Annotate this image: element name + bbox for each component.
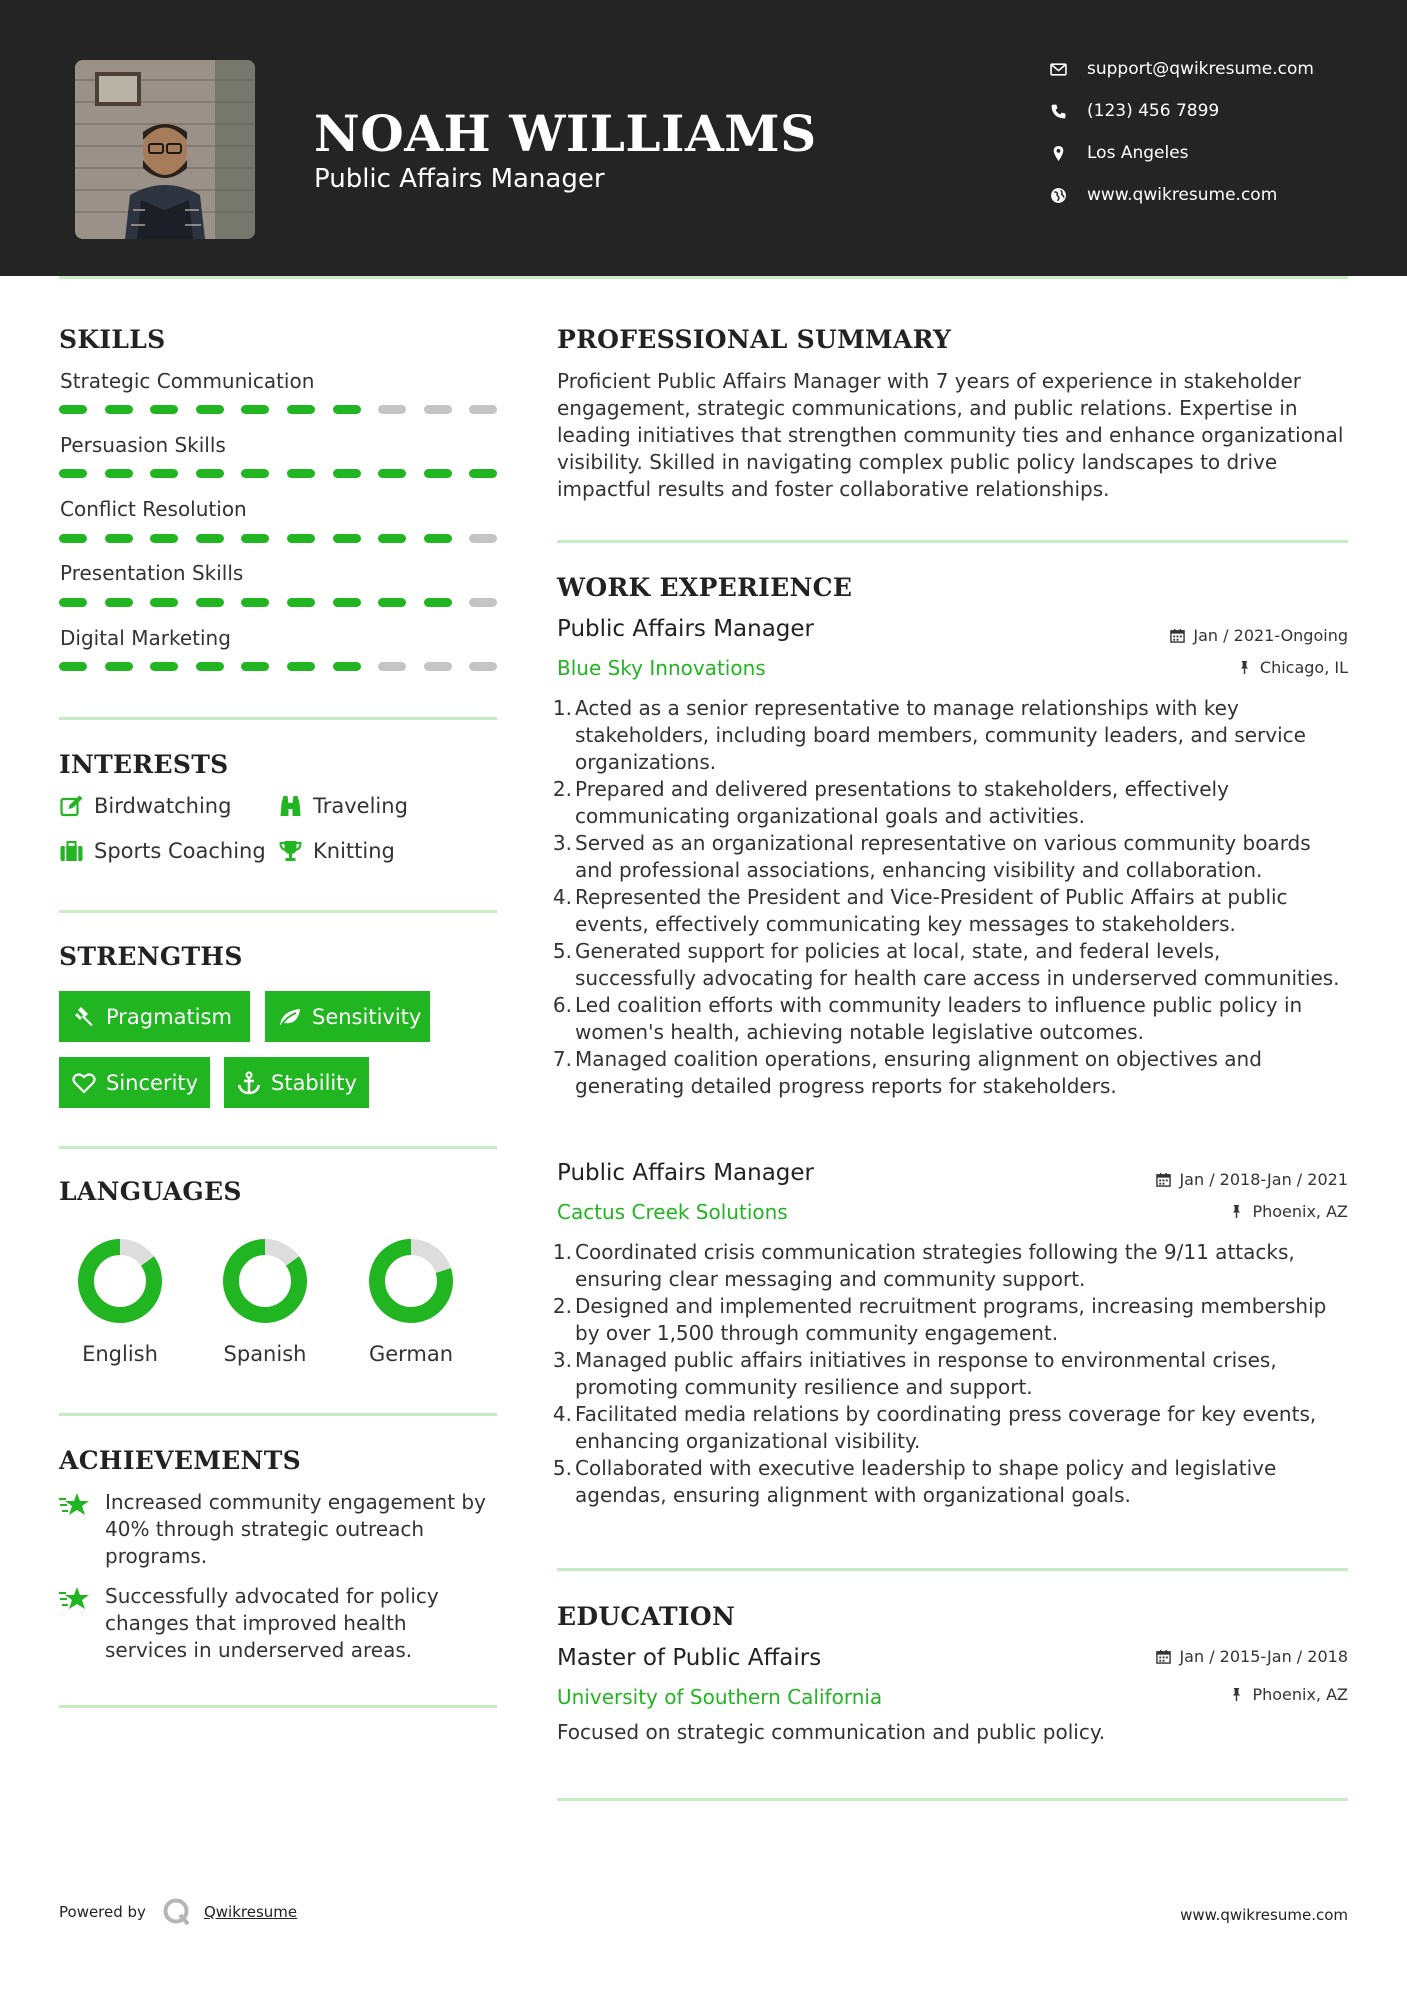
interest-label: Knitting [313, 839, 395, 863]
skill-dash-empty [424, 662, 452, 671]
candidate-title: Public Affairs Manager [314, 164, 605, 194]
map-pin-icon [1050, 145, 1067, 162]
skill-dash-filled [378, 534, 406, 543]
skill-dash-filled [59, 534, 87, 543]
interest-item [59, 839, 266, 863]
profile-photo [75, 60, 255, 239]
interest-label: Birdwatching [94, 794, 232, 818]
contact-website[interactable] [1050, 185, 1390, 205]
responsibility-item: 2. Prepared and delivered presentations to stakeholders, effectively communicating organizational goals and activities. [552, 777, 1229, 828]
skill-dash-filled [333, 534, 361, 543]
skill-dash-filled [59, 469, 87, 478]
job-responsibilities [552, 1239, 1347, 1509]
strength-badge [59, 991, 250, 1042]
summary-heading: PROFESSIONAL SUMMARY [557, 325, 952, 354]
qwikresume-link[interactable]: Qwikresume [203, 1903, 298, 1921]
interest-item [278, 794, 408, 818]
language-label: German [368, 1342, 454, 1366]
binoculars-icon [278, 794, 303, 818]
heart-icon [72, 1071, 96, 1095]
interest-item [278, 839, 395, 863]
interests-heading: INTERESTS [59, 750, 229, 779]
responsibility-item: 1. Acted as a senior representative to manage relationships with key stakeholders, including board members, community leaders, and service organizations. [552, 696, 1306, 774]
skills-heading: SKILLS [59, 325, 166, 354]
languages-heading: LANGUAGES [59, 1177, 242, 1206]
responsibility-item: 3. Managed public affairs initiatives in response to environmental crises, promoting community resilience and support. [552, 1348, 1277, 1399]
job-location-text: Chicago, IL [1259, 658, 1348, 677]
skill-dash-filled [241, 469, 269, 478]
skill-name: Persuasion Skills [60, 433, 226, 457]
section-divider [59, 1413, 497, 1416]
resume-header [0, 0, 1407, 276]
job-location-text: Phoenix, AZ [1252, 1202, 1348, 1221]
language-proficiency-ring [351, 1221, 471, 1341]
skill-dash-filled [287, 662, 315, 671]
skill-dash-empty [378, 662, 406, 671]
school-name: University of Southern California [557, 1685, 883, 1709]
skill-dash-filled [333, 598, 361, 607]
section-divider [557, 1568, 1348, 1571]
strength-label: Pragmatism [106, 1004, 232, 1029]
language-label: English [82, 1342, 158, 1366]
pushpin-icon [1229, 1687, 1244, 1702]
skill-dash-empty [469, 598, 497, 607]
skill-dash-filled [150, 405, 178, 414]
section-divider [59, 1146, 497, 1149]
skill-dash-filled [333, 405, 361, 414]
responsibility-item: 4. Facilitated media relations by coordinating press coverage for key events, enhancing organizational visibility. [552, 1402, 1317, 1453]
job-dates [1170, 626, 1348, 645]
achievement-item [59, 1583, 489, 1664]
job-title: Public Affairs Manager [557, 1160, 815, 1186]
candidate-name: NOAH WILLIAMS [314, 104, 817, 163]
calendar-icon [1156, 1649, 1171, 1664]
responsibility-item: 6. Led coalition efforts with community leaders to influence public policy in women's health, achieving notable legislative outcomes. [552, 993, 1303, 1044]
section-divider [59, 1705, 497, 1708]
responsibility-item: 5. Generated support for policies at local, state, and federal levels, successfully advocating for health care access in underserved communities. [552, 939, 1340, 990]
job-title: Public Affairs Manager [557, 616, 815, 642]
contact-location [1050, 143, 1390, 163]
job-location [1229, 1202, 1348, 1221]
responsibility-item: 3. Served as an organizational representative on various community boards and professional associations, enhancing visibility and collaboration. [552, 831, 1311, 882]
company-name: Cactus Creek Solutions [557, 1200, 788, 1224]
responsibility-item: 4. Represented the President and Vice-President of Public Affairs at public events, effectively communicating key messages to stakeholders. [552, 885, 1288, 936]
briefcase-icon [59, 839, 84, 863]
strengths-heading: STRENGTHS [59, 942, 243, 971]
skill-dash-filled [241, 405, 269, 414]
skill-dash-empty [469, 534, 497, 543]
anchor-icon [237, 1071, 261, 1095]
skill-dash-empty [469, 405, 497, 414]
education-location-text: Phoenix, AZ [1252, 1685, 1348, 1704]
skill-dash-filled [105, 662, 133, 671]
job-location [1237, 658, 1348, 677]
star-burst-icon [59, 1585, 91, 1613]
contact-phone[interactable] [1050, 101, 1390, 121]
calendar-icon [1156, 1172, 1171, 1187]
skill-dash-filled [333, 662, 361, 671]
skill-dash-filled [105, 598, 133, 607]
section-divider [557, 540, 1348, 543]
responsibility-item: 1. Coordinated crisis communication strategies following the 9/11 attacks, ensuring clear messaging and community support. [552, 1240, 1295, 1291]
star-burst-icon [59, 1491, 91, 1519]
company-name: Blue Sky Innovations [557, 656, 766, 680]
experience-heading: WORK EXPERIENCE [557, 573, 853, 602]
skill-dash-filled [105, 405, 133, 414]
skill-dash-filled [287, 405, 315, 414]
strength-badge [59, 1057, 210, 1108]
interest-item [59, 794, 231, 818]
language-label: Spanish [223, 1342, 307, 1366]
education-dates-text: Jan / 2015-Jan / 2018 [1179, 1647, 1348, 1666]
strength-label: Sincerity [106, 1070, 199, 1095]
section-divider [557, 1798, 1348, 1801]
responsibility-item: 5. Collaborated with executive leadership to shape policy and legislative agendas, ensuring alignment with organizational goals. [552, 1456, 1277, 1507]
skill-dash-filled [241, 598, 269, 607]
skill-dash-filled [378, 598, 406, 607]
skill-dash-filled [287, 469, 315, 478]
skill-name: Presentation Skills [60, 561, 244, 585]
skill-dash-filled [196, 469, 224, 478]
job-dates-text: Jan / 2018-Jan / 2021 [1179, 1170, 1348, 1189]
skill-dash-filled [105, 469, 133, 478]
skill-dash-filled [196, 534, 224, 543]
responsibility-item: 7. Managed coalition operations, ensuring alignment on objectives and generating detailed progress reports for stakeholders. [552, 1047, 1262, 1098]
job-dates [1156, 1170, 1348, 1189]
qwikresume-logo-icon [162, 1897, 192, 1927]
contact-email[interactable] [1050, 59, 1390, 79]
skill-dash-filled [150, 469, 178, 478]
contact-email-text: support@qwikresume.com [1087, 59, 1314, 79]
strength-label: Sensitivity [312, 1004, 422, 1029]
header-divider [59, 276, 1348, 279]
skill-dash-filled [196, 662, 224, 671]
gavel-icon [72, 1005, 96, 1029]
leaf-icon [278, 1005, 302, 1029]
achievements-heading: ACHIEVEMENTS [59, 1446, 301, 1475]
job-responsibilities [552, 695, 1347, 1100]
contact-phone-text: (123) 456 7899 [1087, 101, 1220, 121]
strength-badge [224, 1057, 369, 1108]
interest-label: Traveling [313, 794, 408, 818]
envelope-icon [1050, 61, 1067, 78]
summary-text: Proficient Public Affairs Manager with 7 years of experience in stakeholder engagement, strategic communications, and public relations. Expertise in leading initiatives that strengthen community ties and enhance organizational visibility. Skilled in navigating complex public policy landscapes to drive impactful results and foster collaborative relationships. [557, 369, 1344, 501]
education-description: Focused on strategic communication and public policy. [557, 1720, 1106, 1744]
achievement-text: Increased community engagement by 40% through strategic outreach programs. [105, 1490, 486, 1568]
trophy-icon [278, 839, 303, 863]
skill-dash-filled [241, 534, 269, 543]
calendar-icon [1170, 628, 1185, 643]
skill-dash-filled [150, 534, 178, 543]
degree-title: Master of Public Affairs [557, 1645, 822, 1671]
skill-dash-filled [59, 598, 87, 607]
skill-dash-filled [241, 662, 269, 671]
skill-dash-filled [333, 469, 361, 478]
responsibility-item: 2. Designed and implemented recruitment programs, increasing membership by over 1,500 through community engagement. [552, 1294, 1327, 1345]
skill-dash-filled [424, 598, 452, 607]
skill-dash-filled [196, 405, 224, 414]
education-heading: EDUCATION [557, 1602, 736, 1631]
powered-by-label: Powered by [59, 1903, 146, 1921]
strength-badge [265, 991, 430, 1042]
achievement-item [59, 1489, 489, 1570]
language-proficiency-ring [205, 1221, 325, 1341]
footer-website[interactable]: www.qwikresume.com [1180, 1906, 1348, 1924]
globe-icon [1050, 187, 1067, 204]
skill-dash-filled [424, 534, 452, 543]
skill-dash-filled [105, 534, 133, 543]
achievement-text: Successfully advocated for policy changes that improved health services in underserved areas. [105, 1584, 439, 1662]
skill-dash-filled [378, 469, 406, 478]
phone-icon [1050, 103, 1067, 120]
pushpin-icon [1237, 660, 1252, 675]
skill-dash-filled [287, 534, 315, 543]
skill-dash-filled [150, 598, 178, 607]
contact-website-text: www.qwikresume.com [1087, 185, 1278, 205]
edit-icon [59, 794, 84, 818]
interest-label: Sports Coaching [94, 839, 266, 863]
pushpin-icon [1229, 1204, 1244, 1219]
skill-dash-filled [424, 469, 452, 478]
skill-dash-empty [378, 405, 406, 414]
skill-dash-filled [150, 662, 178, 671]
section-divider [59, 910, 497, 913]
skill-dash-filled [469, 469, 497, 478]
skill-dash-filled [287, 598, 315, 607]
skill-name: Conflict Resolution [60, 497, 247, 521]
section-divider [59, 717, 497, 720]
skill-name: Strategic Communication [60, 369, 315, 393]
skill-name: Digital Marketing [60, 626, 231, 650]
footer-powered-by [59, 1897, 297, 1927]
skill-dash-filled [196, 598, 224, 607]
job-dates-text: Jan / 2021-Ongoing [1193, 626, 1348, 645]
skill-dash-empty [469, 662, 497, 671]
education-dates [1156, 1647, 1348, 1666]
skill-dash-empty [424, 405, 452, 414]
strength-label: Stability [271, 1070, 357, 1095]
contact-location-text: Los Angeles [1087, 143, 1189, 163]
skill-dash-filled [59, 405, 87, 414]
skill-dash-filled [59, 662, 87, 671]
education-location [1229, 1685, 1348, 1704]
language-proficiency-ring [60, 1221, 180, 1341]
